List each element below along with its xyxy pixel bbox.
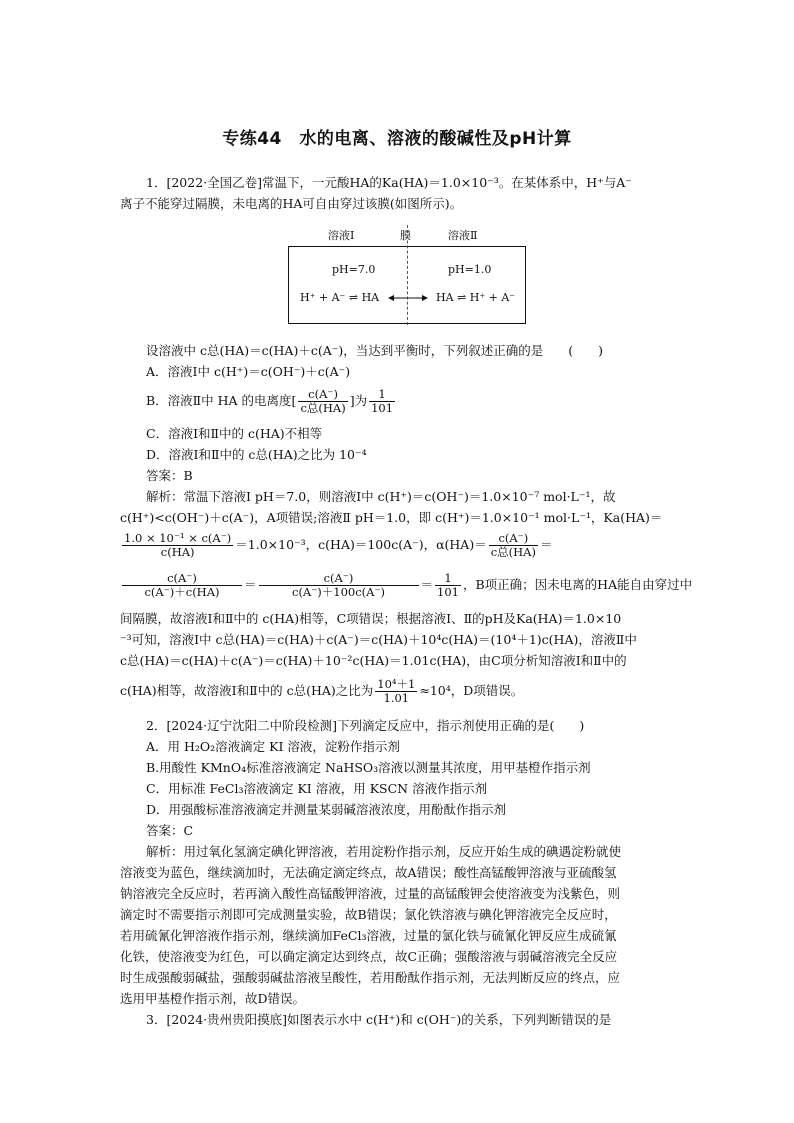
q1-analysis-line5: 间隔膜，故溶液Ⅰ和Ⅱ中的 c(HA)相等，C项错误；根据溶液Ⅰ、Ⅱ的pH及Ka(HA)＝1.0×10	[120, 611, 622, 626]
q2-analysis-line4: 滴定时不需要指示剂即可完成测量实验，故B错误；氯化铁溶液与碘化钾溶液完全反应时，	[120, 907, 617, 922]
q1-option-b: B．溶液Ⅱ中 HA 的电离度[ $\frac{c(A^-)}{\text{c总(HA)}}$ ]为 $\frac{1}{101}$	[146, 387, 394, 415]
ka-fraction: $\frac{\text{1.0 × 10⁻¹ × c(A⁻)}}{c(HA)}$	[124, 531, 232, 559]
left-ph: pH=7.0	[332, 263, 376, 276]
q1-analysis-line4: $\frac{c(A^-)}{c(A^-)+c(HA)}$ ＝ $\frac{c(A^-)}{c(A^-)+100c(A^-)}$ ＝ $\frac{1}{101}$ ，B项正确；因未电离的HA能自由穿过中	[120, 568, 680, 602]
option-b-text: B．溶液Ⅱ中 HA 的电离度[	[146, 393, 297, 408]
q2-analysis-line7: 时生成强酸弱碱盐，强酸弱碱盐溶液呈酸性，若用酚酞作指示剂，无法判断反应的终点，应	[120, 970, 621, 985]
q2-answer: 答案：C	[146, 823, 194, 838]
ionization-fraction: $\frac{c(A^-)}{\text{c总(HA)}}$	[300, 387, 346, 415]
q1-analysis-line7: c总(HA)＝c(HA)＋c(A⁻)＝c(HA)＋10⁻²c(HA)＝1.01c(HA)，由C项分析知溶液Ⅰ和Ⅱ中的	[120, 653, 627, 668]
q2-option-d: D．用强酸标准溶液滴定并测量某弱碱溶液浓度，用酚酞作指示剂	[146, 802, 507, 817]
q2-stem: 2．[2024·辽宁沈阳二中阶段检测]下列滴定反应中，指示剂使用正确的是( )	[146, 718, 585, 733]
frac-step2: $\frac{c(A^-)}{c(A^-)+100c(A^-)}$	[259, 572, 419, 599]
right-equilibrium: HA ⇌ H⁺ + A⁻	[436, 291, 516, 304]
q1-prompt: 设溶液中 c总(HA)＝c(HA)＋c(A⁻)，当达到平衡时，下列叙述正确的是 ( )	[146, 343, 603, 358]
q2-analysis-line1: 解析：用过氧化氢滴定碘化钾溶液，若用淀粉作指示剂，反应开始生成的碘遇淀粉就使	[146, 844, 622, 859]
q2-analysis-line5: 若用硫氰化钾溶液作指示剂，继续滴加FeCl₃溶液，过量的氯化铁与硫氰化钾反应生成硫氰	[120, 928, 617, 943]
q1-analysis-line1: 解析：常温下溶液Ⅰ pH＝7.0，则溶液Ⅰ中 c(H⁺)＝c(OH⁻)＝1.0×10⁻⁷ mol·L⁻¹，故	[146, 489, 616, 504]
q3-stem: 3．[2024·贵州贵阳摸底]如图表示水中 c(H⁺)和 c(OH⁻)的关系，下列判断错误的是	[146, 1012, 612, 1027]
frac-step3: $\frac{1}{101}$	[437, 571, 459, 599]
double-arrow-icon	[388, 293, 428, 303]
q1-answer: 答案：B	[146, 468, 193, 483]
q1-stem-line2: 离子不能穿过隔膜，未电离的HA可自由穿过该膜(如图所示)。	[120, 196, 463, 211]
option-b-value: $\frac{1}{101}$	[371, 387, 394, 415]
q2-analysis-line3: 钠溶液完全反应时，若再滴入酸性高锰酸钾溶液，过量的高锰酸钾会使溶液变为浅紫色，则	[120, 886, 621, 901]
q2-analysis-line2: 溶液变为蓝色，继续滴加时，无法确定滴定终点，故A错误；酸性高锰酸钾溶液与亚硫酸氢	[120, 865, 617, 880]
q2-analysis-line8: 选用甲基橙作指示剂，故D错误。	[120, 991, 306, 1006]
alpha-fraction: $\frac{c(A^-)}{\text{c总(HA)}}$	[490, 531, 536, 559]
q1-analysis-line8: c(HA)相等，故溶液Ⅰ和Ⅱ中的 c总(HA)之比为 $\frac{\text{10⁴＋1}}{1.01}$ ≈10⁴，D项错误。	[120, 677, 524, 705]
membrane-diagram	[288, 225, 526, 325]
q2-option-a: A．用 H₂O₂溶液滴定 KI 溶液，淀粉作指示剂	[146, 739, 400, 754]
q1-option-c: C．溶液Ⅰ和Ⅱ中的 c(HA)不相等	[146, 426, 323, 441]
diagram-membrane-label: 膜	[400, 229, 411, 242]
ratio-fraction: $\frac{\text{10⁴＋1}}{1.01}$	[377, 677, 416, 705]
page-title: 专练44 水的电离、溶液的酸碱性及pH计算	[222, 129, 572, 149]
membrane-line	[407, 225, 408, 325]
q2-analysis-line6: 化铁，使溶液变为红色，可以确定滴定达到终点，故C正确；强酸溶液与弱碱溶液完全反应	[120, 949, 618, 964]
q1-analysis-line3: $\frac{\text{1.0 × 10⁻¹ × c(A⁻)}}{c(HA)}$ ＝1.0×10⁻³，c(HA)＝100c(A⁻)，α(HA)＝ $\frac{c(A^-)}{\text{c总(HA)}}$ ＝	[124, 531, 553, 559]
diagram-right-title: 溶液Ⅱ	[448, 229, 478, 242]
right-ph: pH=1.0	[448, 263, 492, 276]
q2-option-b: B.用酸性 KMnO₄标准溶液滴定 NaHSO₃溶液以测量其浓度，用甲基橙作指示剂	[146, 760, 591, 775]
q1-analysis-line6: ⁻³可知，溶液Ⅰ中 c总(HA)＝c(HA)＋c(A⁻)＝c(HA)＋10⁴c(HA)＝(10⁴＋1)c(HA)，溶液Ⅱ中	[120, 632, 637, 647]
q1-option-a: A．溶液Ⅰ中 c(H⁺)＝c(OH⁻)＋c(A⁻)	[146, 364, 351, 379]
diagram-left-title: 溶液Ⅰ	[328, 229, 355, 242]
q1-option-d: D．溶液Ⅰ和Ⅱ中的 c总(HA)之比为 10⁻⁴	[146, 447, 367, 462]
frac-step1: $\frac{c(A^-)}{c(A^-)+c(HA)}$	[122, 572, 242, 599]
left-equilibrium: H⁺ + A⁻ ⇌ HA	[300, 291, 380, 304]
q2-option-c: C．用标准 FeCl₃溶液滴定 KI 溶液，用 KSCN 溶液作指示剂	[146, 781, 488, 796]
q1-stem-line1: 1．[2022·全国乙卷]常温下，一元酸HA的Ka(HA)＝1.0×10⁻³。在某体系中，H⁺与A⁻	[146, 175, 632, 190]
q1-analysis-line2: c(H⁺)<c(OH⁻)＋c(A⁻)，A项错误;溶液Ⅱ pH＝1.0，即 c(H⁺)＝1.0×10⁻¹ mol·L⁻¹，Ka(HA)＝	[120, 510, 663, 525]
